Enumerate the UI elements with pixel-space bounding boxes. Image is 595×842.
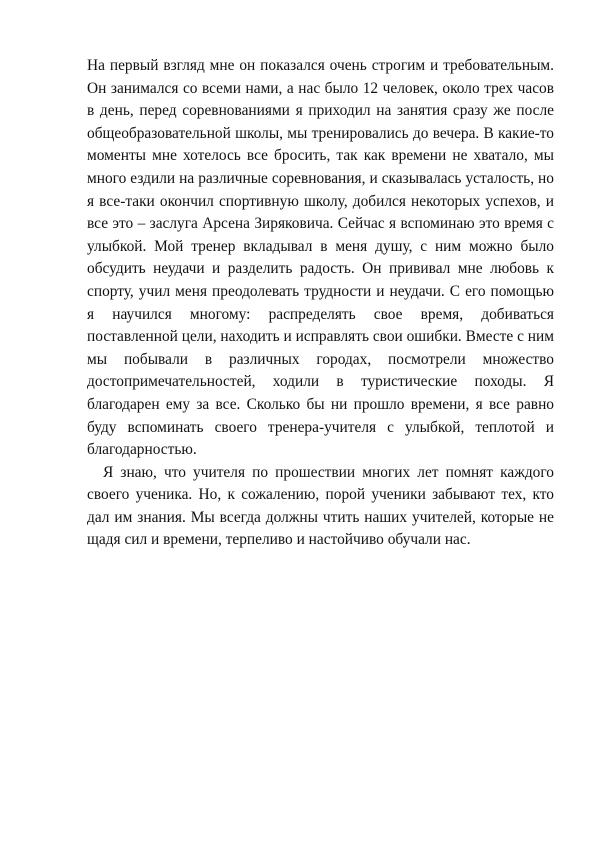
paragraph-remember-teachers: Я знаю, что учителя по прошествии многих лет помнят каждого своего ученика. Но, к сожалению, порой ученики забывают тех, кто дал им знания. Мы всегда должны чтить наших учителей, которые не щадя сил и времени, терпеливо и настойчиво обучали нас. [87, 463, 554, 549]
document-body [87, 55, 554, 552]
paragraph-coach-memories: На первый взгляд мне он показался очень строгим и требовательным. Он занимался со всеми нами, а нас было 12 человек, около трех часов в день, перед соревнованиями я приходил на занятия сразу же после общеобразовательной школы, мы тренировались до вечера. В какие-то моменты мне хотелось все бросить, так как времени не хватало, мы много ездили на различные соревнования, и сказывалась усталость, но я все-таки окончил спортивную школу, добился некоторых успехов, и все это – заслуга Арсена Зиряковича. Сейчас я вспоминаю это время с улыбкой. Мой тренер вкладывал в меня душу, с ним можно было обсудить неудачи и разделить радость. Он прививал мне любовь к спорту, учил меня преодолевать трудности и неудачи. С его помощью я научился многому: распределять свое время, добиваться поставленной цели, находить и исправлять свои ошибки. Вместе с ним мы побывали в различных городах, посмотрели множество достопримечательностей, ходили в туристические походы. Я благодарен ему за все. Сколько бы ни прошло времени, я все равно буду вспоминать своего тренера-учителя с улыбкой, теплотой и благодарностью. [87, 57, 554, 459]
